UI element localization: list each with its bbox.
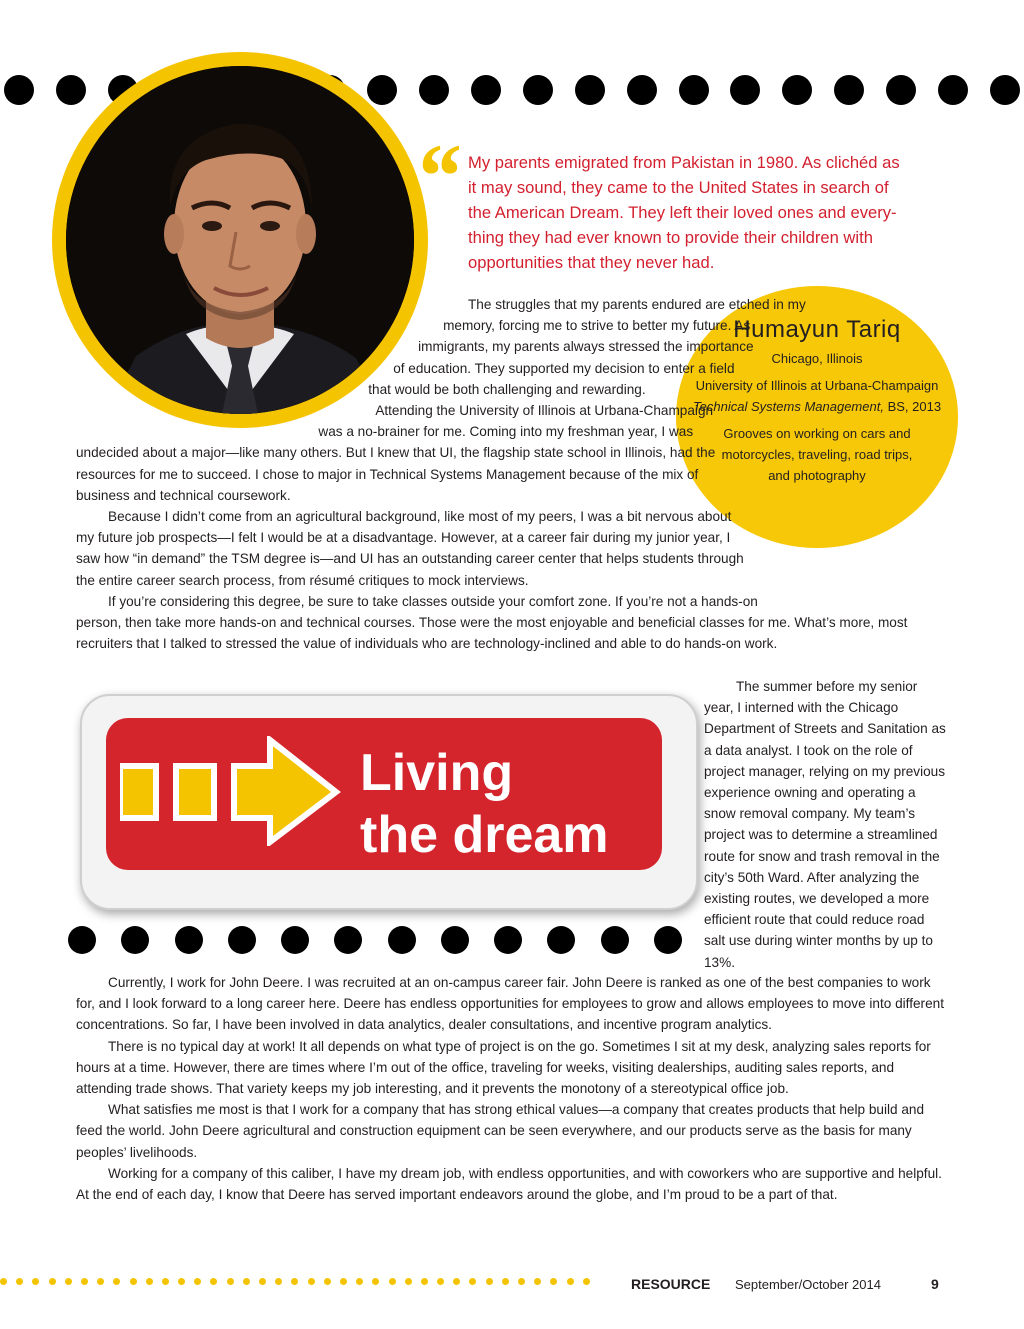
paragraph: What satisfies me most is that I work for a company that has strong ethical values—a company that creates products that help build and feed the world. John Deere agricultural and construction equipment can be seen everywhere, and our products serve as the basis for many peoples’ livelihoods.: [76, 1102, 925, 1160]
article-body-upper: [76, 294, 936, 654]
decorative-dot: [534, 1278, 541, 1285]
decorative-dot: [291, 1278, 298, 1285]
decorative-dot: [550, 1278, 557, 1285]
decorative-dot: [4, 75, 34, 105]
decorative-dot: [210, 1278, 217, 1285]
decorative-dot: [49, 1278, 56, 1285]
decorative-dot: [471, 75, 501, 105]
decorative-dot: [419, 75, 449, 105]
paragraph: If you’re considering this degree, be sure to take classes outside your comfort zone. If you’re not a hands-on person, then take more hands-on and technical courses. Those were the most enjoyable and beneficial classes for me. What’s more, most recruiters that I talked to stressed the value of individuals who are technology-inclined and able to do hands-on work.: [76, 593, 908, 652]
bio-degree-year: BS, 2013: [883, 399, 942, 414]
decorative-dot: [547, 926, 575, 954]
decorative-dot: [275, 1278, 282, 1285]
decorative-dot: [834, 75, 864, 105]
arrow-icon: [120, 736, 342, 846]
bio-name: Humayun Tariq: [733, 316, 901, 343]
decorative-dot: [518, 1278, 525, 1285]
decorative-dot: [16, 1278, 23, 1285]
decorative-dot: [121, 926, 149, 954]
pull-quote: [468, 150, 928, 275]
bio-major: Technical Systems Management,: [692, 399, 884, 414]
decorative-dot: [356, 1278, 363, 1285]
decorative-dot: [81, 1278, 88, 1285]
banner-title-line2: the dream: [360, 806, 609, 864]
footer-dot-row: [0, 1278, 590, 1285]
decorative-dot: [146, 1278, 153, 1285]
decorative-dot: [130, 1278, 137, 1285]
decorative-dot: [32, 1278, 39, 1285]
page-number: 9: [931, 1276, 939, 1292]
decorative-dot: [730, 75, 760, 105]
decorative-dot: [601, 926, 629, 954]
internship-column: [704, 676, 948, 973]
quote-line: thing they had ever known to provide their children with: [468, 228, 873, 247]
decorative-dot: [162, 1278, 169, 1285]
paragraph: Working for a company of this caliber, I have my dream job, with endless opportunities, and with coworkers who are supportive and helpful. At the end of each day, I know that Deere has served important endeavors around the globe, and I’m proud to be a part of that.: [76, 1165, 942, 1203]
decorative-dot: [502, 1278, 509, 1285]
decorative-dot: [421, 1278, 428, 1285]
decorative-dot: [194, 1278, 201, 1285]
paragraph: There is no typical day at work! It all depends on what type of project is on the go. Sometimes I sit at my desk, analyzing sales reports for hours at a time. However, there are times where I’m out of the office, traveling for weeks, visiting dealerships, auditing sales reports, and attending trade shows. That variety keeps my job interesting, and it prevents the monotony of a stereotypical office job.: [76, 1038, 931, 1097]
decorative-dot: [437, 1278, 444, 1285]
decorative-dot: [334, 926, 362, 954]
quote-line: the American Dream. They left their loved ones and every-: [468, 203, 897, 222]
decorative-dot: [56, 75, 86, 105]
quote-mark-icon: “: [414, 125, 460, 227]
bio-university: University of Illinois at Urbana-Champaign: [695, 378, 939, 393]
decorative-dot: [583, 1278, 590, 1285]
bio-hobbies-line: and photography: [768, 468, 866, 483]
decorative-dot: [679, 75, 709, 105]
decorative-dot: [567, 1278, 574, 1285]
decorative-dot: [990, 75, 1020, 105]
decorative-dot: [68, 926, 96, 954]
bio-hobbies-line: motorcycles, traveling, road trips,: [721, 447, 913, 462]
decorative-dot: [453, 1278, 460, 1285]
decorative-dot: [405, 1278, 412, 1285]
quote-line: opportunities that they never had.: [468, 253, 715, 272]
article-body-lower: [76, 972, 948, 1205]
decorative-dot: [65, 1278, 72, 1285]
magazine-name: RESOURCE: [631, 1276, 711, 1292]
decorative-dot: [938, 75, 968, 105]
decorative-dot: [227, 1278, 234, 1285]
bio-hobbies-line: Grooves on working on cars and: [723, 426, 911, 441]
decorative-dot: [97, 1278, 104, 1285]
decorative-dot: [178, 1278, 185, 1285]
decorative-dot: [388, 926, 416, 954]
decorative-dot: [389, 1278, 396, 1285]
decorative-dot: [886, 75, 916, 105]
decorative-dot: [782, 75, 812, 105]
decorative-dot: [243, 1278, 250, 1285]
decorative-dot: [324, 1278, 331, 1285]
decorative-dot: [175, 926, 203, 954]
decorative-dot: [654, 926, 682, 954]
decorative-dot: [575, 75, 605, 105]
decorative-dot: [113, 1278, 120, 1285]
banner-title-line1: Living: [360, 744, 514, 802]
decorative-dot: [281, 926, 309, 954]
bio-location: Chicago, Illinois: [771, 351, 863, 366]
banner-title: [360, 742, 660, 866]
paragraph: Currently, I work for John Deere. I was recruited at an on-campus career fair. John Deere is ranked as one of the best companies to work for, and I look forward to a long career here. Deere has endless opportunities for employees to grow and allows employees to move into different concentrations. So far, I have been involved in data analytics, dealer consultations, and incentive program analytics.: [76, 975, 944, 1033]
paragraph: Attending the University of Illinois at Urbana-Champaign was a no-brainer for me. Coming into my freshman year, I was undecided about a major—like many others. But I knew that UI, the flagship state school in Illinois, had the resources for me to succeed. I chose to major in Technical Systems Management because of the mix of business and technical coursework.: [76, 403, 716, 503]
decorative-dot: [228, 926, 256, 954]
decorative-dot: [367, 75, 397, 105]
quote-line: My parents emigrated from Pakistan in 1980. As clichéd as: [468, 153, 900, 172]
decorative-dot: [441, 926, 469, 954]
decorative-dot: [340, 1278, 347, 1285]
middle-dot-row: [68, 926, 682, 954]
decorative-dot: [523, 75, 553, 105]
decorative-dot: [308, 1278, 315, 1285]
decorative-dot: [469, 1278, 476, 1285]
decorative-dot: [494, 926, 522, 954]
issue-date: September/October 2014: [735, 1277, 881, 1292]
paragraph: Because I didn’t come from an agricultural background, like most of my peers, I was a bit nervous about my future job prospects—I felt I would be at a disadvantage. However, at a career fair during my junior year, I saw how “in demand” the TSM degree is—and UI has an outstanding career center that helps students through the entire career search process, from résumé critiques to mock interviews.: [76, 509, 744, 588]
decorative-dot: [259, 1278, 266, 1285]
decorative-dot: [0, 1278, 7, 1285]
paragraph: The struggles that my parents endured are etched in my memory, forcing me to strive to better my future. As immigrants, my parents always stressed the importance of education. They supported my decision to enter a field that would be both challenging and rewarding.: [368, 297, 806, 397]
decorative-dot: [486, 1278, 493, 1285]
quote-line: it may sound, they came to the United States in search of: [468, 178, 889, 197]
paragraph: The summer before my senior year, I interned with the Chicago Department of Streets and Sanitation as a data analyst. I took on the role of project manager, relying on my previous experience owning and operating a snow removal company. My team’s project was to determine a streamlined route for snow and trash removal in the city’s 50th Ward. After analyzing the existing routes, we developed a more efficient route that could reduce road salt use during winter months by up to 13%.: [704, 679, 946, 970]
decorative-dot: [627, 75, 657, 105]
decorative-dot: [372, 1278, 379, 1285]
